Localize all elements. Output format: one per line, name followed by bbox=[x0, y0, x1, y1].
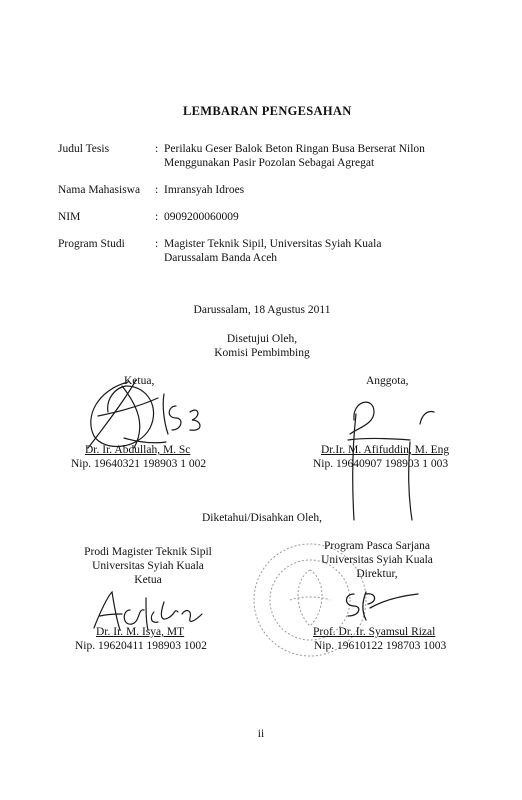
supervisor-left-role: Ketua, bbox=[124, 375, 155, 387]
field-label-title: Judul Tesis bbox=[58, 143, 110, 155]
official-right-line1: Program Pasca Sarjana bbox=[323, 540, 431, 552]
official-left-name: Dr. Ir. M. Isya, MT bbox=[96, 626, 185, 638]
field-value-program-line1: Magister Teknik Sipil, Universitas Syiah Kuala bbox=[164, 238, 382, 250]
official-left-line2: Universitas Syiah Kuala bbox=[92, 560, 204, 572]
official-right-role: Direktur, bbox=[356, 568, 398, 580]
official-left-nip: Nip. 19620411 198903 1002 bbox=[75, 640, 207, 652]
field-separator: : bbox=[155, 211, 159, 223]
field-separator: : bbox=[155, 184, 159, 196]
field-value-title-line2: Menggunakan Pasir Pozolan Sebagai Agregat bbox=[164, 157, 375, 169]
supervisor-right-nip: Nip. 19640907 198903 1 003 bbox=[313, 458, 449, 470]
official-right-nip: Nip. 19610122 198703 1003 bbox=[314, 640, 447, 652]
field-label-nim: NIM bbox=[58, 211, 81, 223]
field-separator: : bbox=[155, 238, 159, 250]
supervisor-right-role: Anggota, bbox=[366, 375, 409, 387]
official-right-name: Prof. Dr. Ir. Syamsul Rizal bbox=[313, 626, 436, 638]
field-value-name: Imransyah Idroes bbox=[164, 184, 245, 196]
document-title: LEMBARAN PENGESAHAN bbox=[183, 104, 352, 118]
official-left-role: Ketua bbox=[134, 574, 162, 586]
field-label-program: Program Studi bbox=[58, 238, 125, 250]
committee-label: Komisi Pembimbing bbox=[214, 347, 310, 359]
official-right-line2: Universitas Syiah Kuala bbox=[321, 554, 433, 566]
official-left-line1: Prodi Magister Teknik Sipil bbox=[84, 546, 212, 558]
place-date: Darussalam, 18 Agustus 2011 bbox=[193, 304, 331, 316]
supervisor-left-name: Dr. Ir. Abdullah, M. Sc bbox=[85, 444, 191, 456]
supervisor-right-name: Dr.Ir. M. Afifuddin, M. Eng bbox=[321, 444, 450, 456]
page-number: ii bbox=[257, 728, 265, 740]
field-value-program-line2: Darussalam Banda Aceh bbox=[164, 252, 278, 264]
field-separator: : bbox=[155, 143, 159, 155]
field-value-nim: 0909200060009 bbox=[164, 211, 239, 223]
supervisor-left-nip: Nip. 19640321 198903 1 002 bbox=[71, 458, 207, 470]
signature-official-right bbox=[340, 586, 430, 626]
approved-by: Disetujui Oleh, bbox=[226, 333, 298, 345]
acknowledged-by: Diketahui/Disahkan Oleh, bbox=[201, 512, 323, 524]
field-value-title-line1: Perilaku Geser Balok Beton Ringan Busa Berserat Nilon bbox=[164, 143, 425, 155]
field-label-name: Nama Mahasiswa bbox=[58, 184, 141, 196]
